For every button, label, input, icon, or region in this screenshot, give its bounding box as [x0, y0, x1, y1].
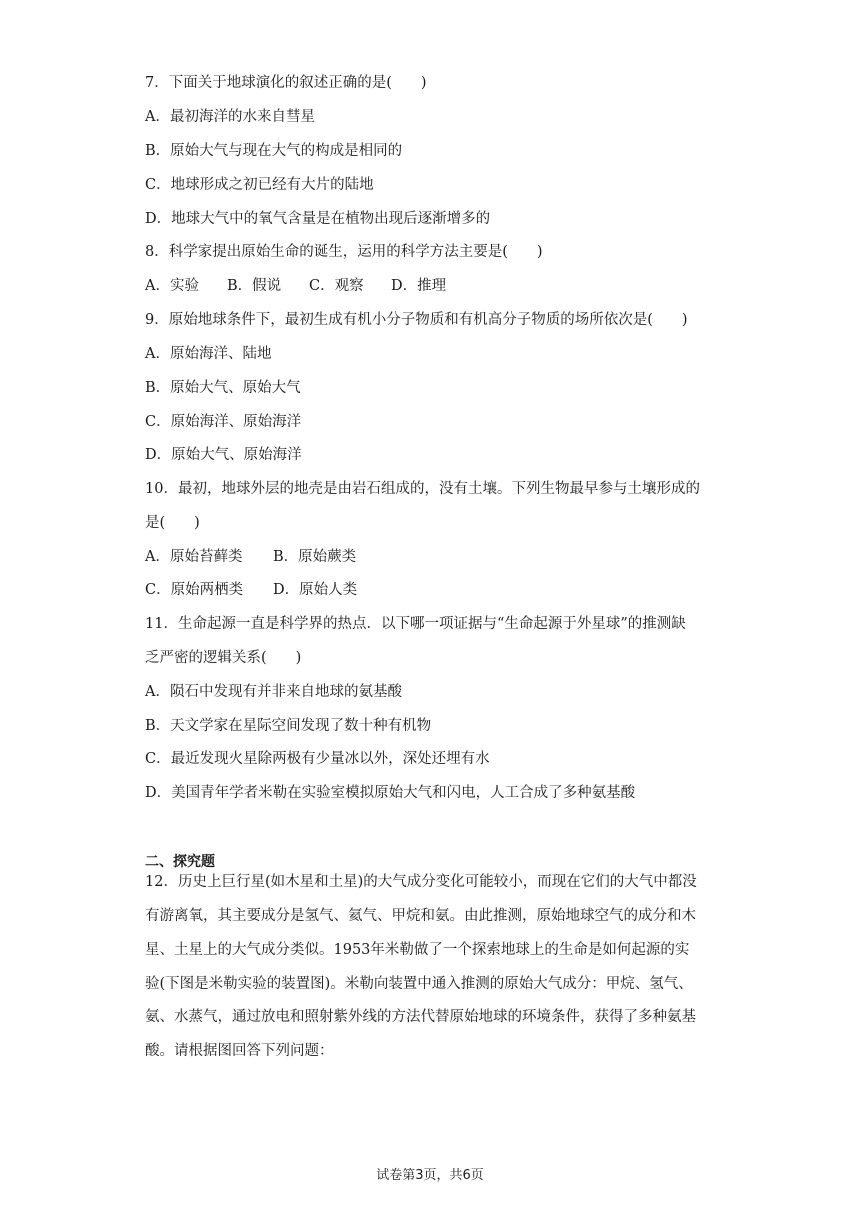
question-10-option-c: C．原始两栖类: [145, 582, 244, 598]
question-12-line-2: 有游离氧，其主要成分是氢气、氦气、甲烷和氨。由此推测，原始地球空气的成分和木: [145, 908, 696, 924]
question-8-options: [145, 277, 446, 295]
question-12-line-4: 验(下图是米勒实验的装置图)。米勒向装置中通入推测的原始大气成分：甲烷、氢气、: [145, 976, 693, 992]
question-12-line-5: 氨、水蒸气，通过放电和照射紫外线的方法代替原始地球的环境条件，获得了多种氨基: [145, 1009, 696, 1025]
question-8-option-a: A．实验: [145, 278, 199, 294]
question-11-stem-line-1: 11．生命起源一直是科学界的热点．以下哪一项证据与“生命起源于外星球”的推测缺: [145, 616, 686, 632]
page-footer: 试卷第3页，共6页: [376, 1168, 484, 1183]
question-10-options-row-1: [145, 548, 356, 566]
question-7-option-c: C．地球形成之初已经有大片的陆地: [145, 177, 374, 193]
question-9-option-a: A．原始海洋、陆地: [145, 346, 272, 362]
question-8-option-d: D．推理: [391, 278, 447, 294]
section-heading: 二、探究题: [145, 854, 215, 870]
question-7-option-b: B．原始大气与现在大气的构成是相同的: [145, 143, 403, 159]
question-7-stem: 7．下面关于地球演化的叙述正确的是( ): [145, 75, 427, 91]
question-7-option-a: A．最初海洋的水来自彗星: [145, 109, 315, 125]
question-10-options-row-2: [145, 581, 357, 599]
question-12-line-3: 星、土星上的大气成分类似。1953年米勒做了一个探索地球上的生命是如何起源的实: [145, 942, 690, 958]
question-10-option-b: B．原始蕨类: [273, 549, 357, 565]
question-11-option-b: B．天文学家在星际空间发现了数十种有机物: [145, 718, 432, 734]
question-9-option-c: C．原始海洋、原始海洋: [145, 414, 302, 430]
question-8-option-b: B．假说: [227, 278, 282, 294]
question-10-stem-line-1: 10．最初，地球外层的地壳是由岩石组成的，没有土壤。下列生物最早参与土壤形成的: [145, 481, 700, 497]
question-11-option-d: D．美国青年学者米勒在实验室模拟原始大气和闪电，人工合成了多种氨基酸: [145, 785, 636, 801]
question-11-option-c: C．最近发现火星除两极有少量冰以外，深处还埋有水: [145, 751, 490, 767]
question-10-option-d: D．原始人类: [273, 582, 358, 598]
question-8-option-c: C．观察: [309, 278, 364, 294]
question-9-option-d: D．原始大气、原始海洋: [145, 447, 302, 463]
question-12-line-1: 12．历史上巨行星(如木星和土星)的大气成分变化可能较小，而现在它们的大气中都没: [145, 874, 697, 890]
question-10-stem-line-2: 是( ): [145, 515, 200, 531]
question-9-option-b: B．原始大气、原始大气: [145, 380, 301, 396]
question-10-option-a: A．原始苔藓类: [145, 549, 243, 565]
question-11-stem-line-2: 乏严密的逻辑关系( ): [145, 650, 302, 666]
question-9-stem: 9．原始地球条件下，最初生成有机小分子物质和有机高分子物质的场所依次是( ): [145, 312, 688, 328]
question-12-line-6: 酸。请根据图回答下列问题：: [145, 1043, 334, 1059]
question-8-stem: 8．科学家提出原始生命的诞生，运用的科学方法主要是( ): [145, 244, 543, 260]
question-7-option-d: D．地球大气中的氧气含量是在植物出现后逐渐增多的: [145, 211, 491, 227]
question-11-option-a: A．陨石中发现有并非来自地球的氨基酸: [145, 684, 402, 700]
